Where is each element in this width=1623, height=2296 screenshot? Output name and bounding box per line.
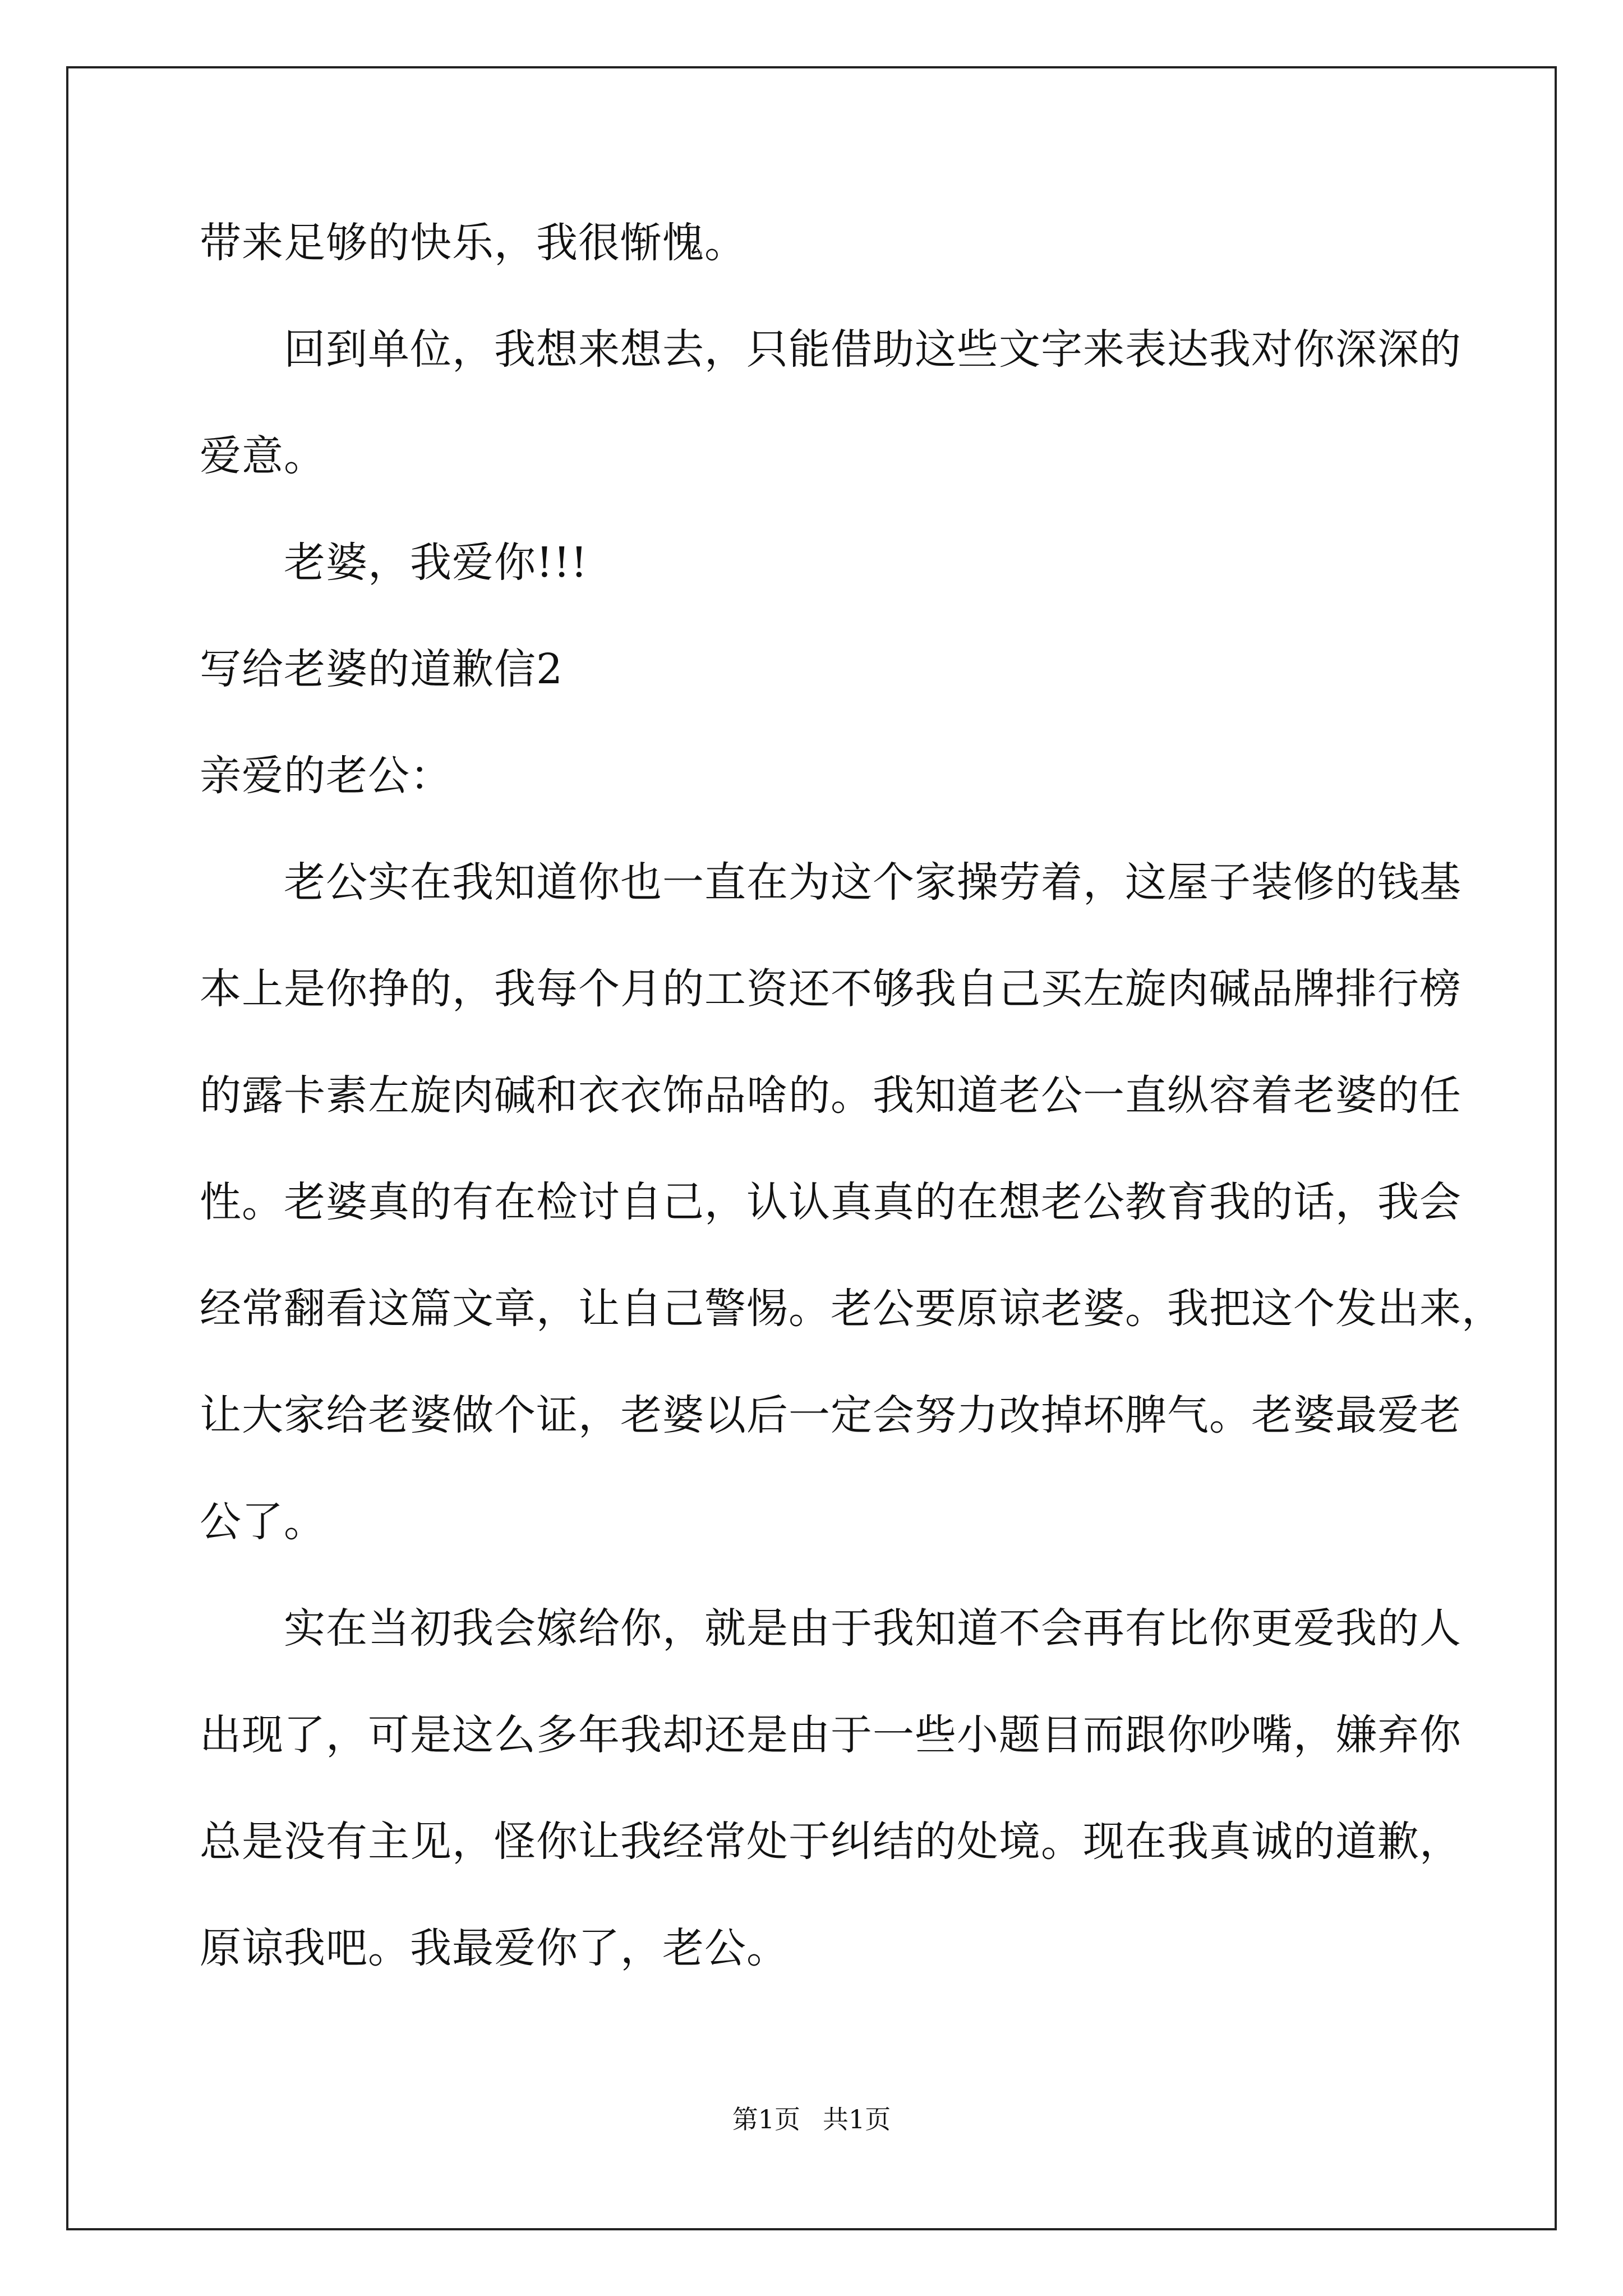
text-line: 带来足够的快乐，我很惭愧。: [200, 219, 746, 267]
salutation: 亲爱的老公：: [200, 752, 452, 800]
text-line: 爱意。: [200, 432, 326, 480]
page-total: 共1页: [823, 2104, 891, 2134]
text-line: 公了。: [200, 1498, 326, 1546]
text-line: 实在当初我会嫁给你，就是由于我知道不会再有比你更爱我的人: [284, 1604, 1461, 1653]
text-line: 性。老婆真的有在检讨自己，认认真真的在想老公教育我的话，我会: [200, 1178, 1461, 1226]
text-line: 的露卡素左旋肉碱和衣衣饰品啥的。我知道老公一直纵容着老婆的任: [200, 1071, 1461, 1120]
section-title: 写给老婆的道歉信2: [200, 645, 564, 693]
text-line: 总是没有主见，怪你让我经常处于纠结的处境。现在我真诚的道歉，: [200, 1818, 1461, 1866]
document-body: [200, 190, 1504, 2001]
text-line: 原谅我吧。我最爱你了，老公。: [200, 1924, 789, 1972]
page-footer: [0, 2102, 1623, 2136]
text-line: 老公实在我知道你也一直在为这个家操劳着，这屋子装修的钱基: [284, 858, 1461, 907]
page-number: 第1页: [732, 2104, 800, 2134]
text-line: 老婆，我爱你!!!: [284, 539, 588, 587]
text-line: 经常翻看这篇文章，让自己警惕。老公要原谅老婆。我把这个发出来，: [200, 1285, 1504, 1333]
text-line: 回到单位，我想来想去，只能借助这些文字来表达我对你深深的: [284, 325, 1461, 374]
text-line: 让大家给老婆做个证，老婆以后一定会努力改掉坏脾气。老婆最爱老: [200, 1391, 1461, 1439]
text-line: 出现了，可是这么多年我却还是由于一些小题目而跟你吵嘴，嫌弃你: [200, 1711, 1461, 1759]
text-line: 本上是你挣的，我每个月的工资还不够我自己买左旋肉碱品牌排行榜: [200, 965, 1461, 1013]
